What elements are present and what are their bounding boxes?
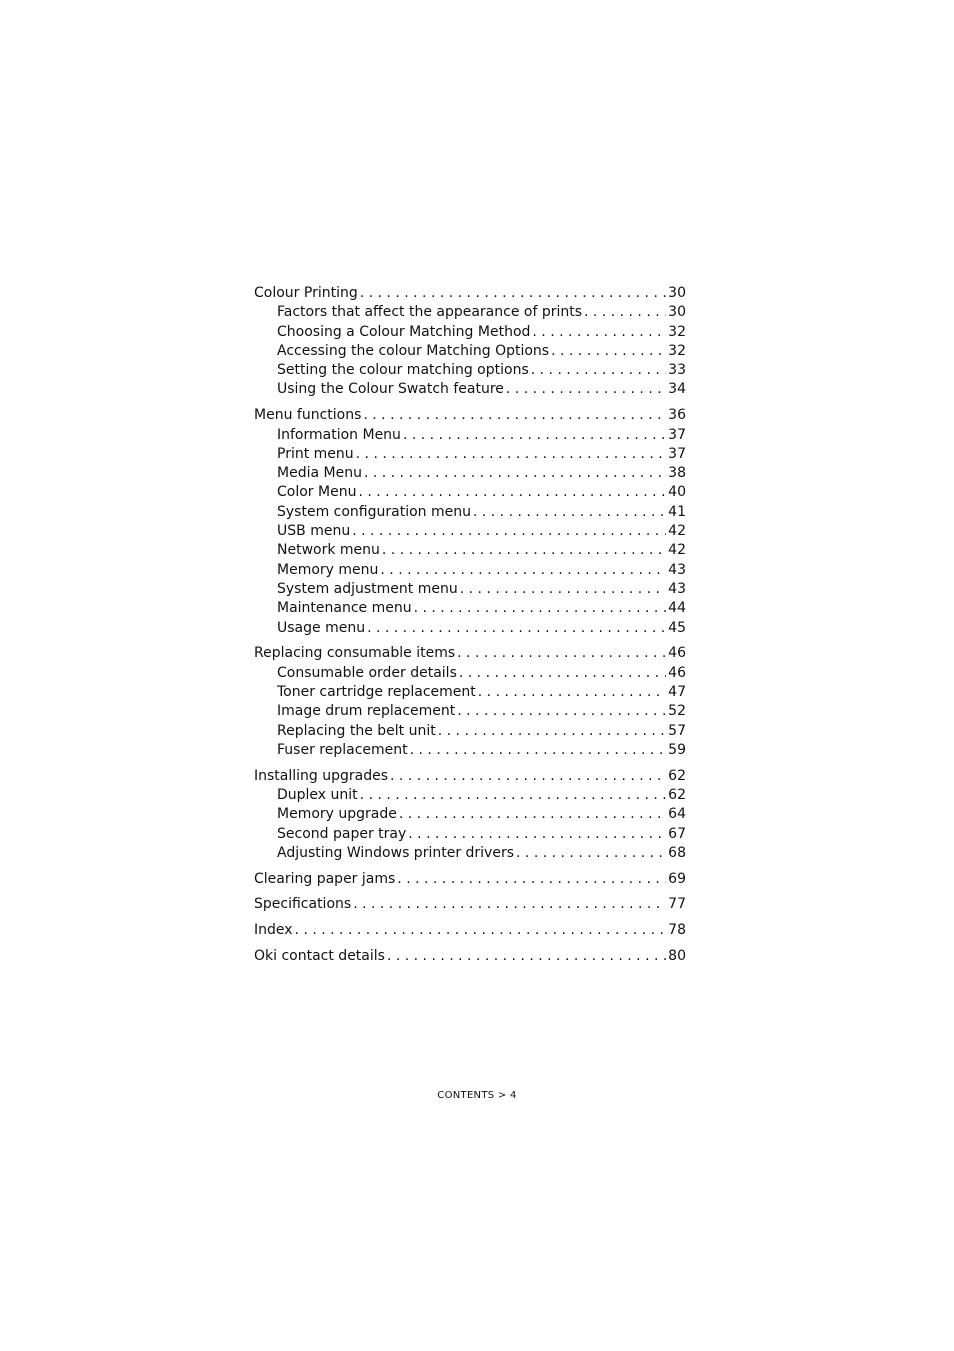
toc-entry-page-number: 30 [668, 304, 686, 321]
toc-entry-page-number: 69 [668, 870, 686, 887]
toc-entry-title: Installing upgrades [254, 767, 389, 784]
toc-section [254, 644, 686, 760]
dot-leader [390, 767, 666, 786]
toc-subentry[interactable] [254, 741, 686, 760]
toc-subentry[interactable] [254, 361, 686, 380]
toc-subentry[interactable] [254, 786, 686, 805]
toc-entry-page-number: 42 [668, 542, 686, 559]
toc-entry-page-number: 68 [668, 844, 686, 861]
dot-leader [457, 644, 666, 663]
toc-entry-page-number: 47 [668, 683, 686, 700]
toc-entry[interactable] [254, 406, 686, 425]
toc-entry-page-number: 62 [668, 786, 686, 803]
dot-leader [367, 619, 666, 638]
toc-entry-page-number: 43 [668, 561, 686, 578]
toc-entry-title: System configuration menu [277, 503, 471, 520]
toc-entry-page-number: 44 [668, 600, 686, 617]
dot-leader [408, 825, 666, 844]
dot-leader [516, 844, 666, 863]
dot-leader [459, 664, 666, 683]
toc-entry-page-number: 43 [668, 580, 686, 597]
toc-entry[interactable] [254, 870, 686, 889]
toc-entry-page-number: 36 [668, 407, 686, 424]
toc-entry-title: Image drum replacement [277, 703, 456, 720]
toc-entry-page-number: 57 [668, 722, 686, 739]
toc-entry-page-number: 78 [668, 922, 686, 939]
toc-entry-page-number: 80 [668, 948, 686, 964]
toc-entry-page-number: 64 [668, 806, 686, 823]
toc-entry-title: Choosing a Colour Matching Method [277, 323, 531, 340]
toc-entry-title: Specifications [254, 896, 352, 913]
toc-entry-page-number: 67 [668, 825, 686, 842]
toc-subentry[interactable] [254, 323, 686, 342]
dot-leader [457, 702, 666, 721]
toc-entry-page-number: 59 [668, 741, 686, 758]
toc-entry-title: Toner cartridge replacement [277, 683, 476, 700]
toc-subentry[interactable] [254, 380, 686, 399]
toc-subentry[interactable] [254, 619, 686, 638]
toc-entry-page-number: 37 [668, 445, 686, 462]
toc-subentry[interactable] [254, 683, 686, 702]
toc-entry-title: Oki contact details [254, 948, 385, 964]
toc-section [254, 895, 686, 914]
toc-entry-page-number: 32 [668, 323, 686, 340]
toc-entry-page-number: 34 [668, 381, 686, 398]
toc-entry-page-number: 37 [668, 426, 686, 443]
toc-section [254, 767, 686, 863]
dot-leader [382, 541, 666, 560]
toc-section [254, 921, 686, 940]
toc-entry-title: Using the Colour Swatch feature [277, 381, 504, 398]
toc-entry-page-number: 46 [668, 664, 686, 681]
dot-leader [352, 522, 666, 541]
toc-entry-page-number: 41 [668, 503, 686, 520]
toc-entry-page-number: 62 [668, 767, 686, 784]
dot-leader [353, 895, 666, 914]
toc-subentry[interactable] [254, 464, 686, 483]
toc-entry-title: Memory upgrade [277, 806, 397, 823]
dot-leader [360, 786, 667, 805]
dot-leader [399, 805, 666, 824]
toc-entry-title: Adjusting Windows printer drivers [277, 844, 515, 861]
dot-leader [360, 284, 666, 303]
toc-entry-title: Duplex unit [277, 786, 358, 803]
toc-entry[interactable] [254, 644, 686, 663]
dot-leader [380, 561, 666, 580]
toc-entry-title: Maintenance menu [277, 600, 412, 617]
toc-entry[interactable] [254, 767, 686, 786]
toc-entry-page-number: 52 [668, 703, 686, 720]
toc-subentry[interactable] [254, 445, 686, 464]
dot-leader [584, 303, 666, 322]
toc-subentry[interactable] [254, 702, 686, 721]
toc-entry[interactable] [254, 284, 686, 303]
toc-entry-page-number: 40 [668, 484, 686, 501]
dot-leader [358, 483, 666, 502]
toc-entry-title: Index [254, 922, 293, 939]
toc-entry-title: Memory menu [277, 561, 379, 578]
table-of-contents [254, 284, 686, 973]
toc-section [254, 947, 686, 966]
toc-entry-title: Colour Printing [254, 285, 358, 301]
toc-entry-title: Media Menu [277, 465, 362, 482]
dot-leader [532, 323, 666, 342]
dot-leader [478, 683, 666, 702]
dot-leader [356, 445, 667, 464]
toc-subentry[interactable] [254, 561, 686, 580]
toc-entry[interactable] [254, 895, 686, 914]
toc-entry-page-number: 45 [668, 619, 686, 636]
toc-subentry[interactable] [254, 664, 686, 683]
toc-entry-title: Print menu [277, 445, 354, 462]
toc-entry-title: USB menu [277, 523, 351, 540]
toc-entry-page-number: 77 [668, 896, 686, 913]
toc-subentry[interactable] [254, 599, 686, 618]
toc-subentry[interactable] [254, 522, 686, 541]
toc-entry-title: Factors that affect the appearance of prints [277, 304, 583, 321]
dot-leader [403, 426, 666, 445]
dot-leader [387, 947, 666, 966]
toc-entry-title: Replacing the belt unit [277, 722, 436, 739]
toc-entry-title: Replacing consumable items [254, 645, 456, 662]
toc-subentry[interactable] [254, 426, 686, 445]
toc-section [254, 406, 686, 638]
toc-entry-title: Network menu [277, 542, 380, 559]
toc-entry-title: Usage menu [277, 619, 366, 636]
toc-subentry[interactable] [254, 541, 686, 560]
toc-entry-title: Information Menu [277, 426, 401, 443]
toc-entry-page-number: 30 [668, 285, 686, 301]
dot-leader [414, 599, 667, 618]
dot-leader [438, 722, 666, 741]
toc-entry-title: Setting the colour matching options [277, 362, 529, 379]
toc-section [254, 870, 686, 889]
toc-entry-title: Menu functions [254, 407, 362, 424]
toc-subentry[interactable] [254, 844, 686, 863]
toc-subentry[interactable] [254, 303, 686, 322]
toc-entry-title: Accessing the colour Matching Options [277, 342, 550, 359]
dot-leader [531, 361, 666, 380]
toc-entry[interactable] [254, 921, 686, 940]
dot-leader [410, 741, 667, 760]
toc-entry-title: Second paper tray [277, 825, 407, 842]
toc-entry-page-number: 32 [668, 342, 686, 359]
page-footer: CONTENTS > 4 [437, 1090, 517, 1101]
toc-entry-title: Consumable order details [277, 664, 457, 681]
toc-entry-page-number: 46 [668, 645, 686, 662]
toc-subentry[interactable] [254, 342, 686, 361]
toc-entry-page-number: 42 [668, 523, 686, 540]
dot-leader [460, 580, 666, 599]
dot-leader [397, 870, 666, 889]
toc-section [254, 284, 686, 400]
toc-subentry[interactable] [254, 503, 686, 522]
dot-leader [506, 380, 666, 399]
toc-subentry[interactable] [254, 805, 686, 824]
toc-entry[interactable] [254, 947, 686, 966]
dot-leader [473, 503, 666, 522]
toc-entry-page-number: 33 [668, 362, 686, 379]
dot-leader [551, 342, 666, 361]
toc-subentry[interactable] [254, 825, 686, 844]
toc-entry-title: System adjustment menu [277, 580, 458, 597]
toc-subentry[interactable] [254, 722, 686, 741]
toc-entry-title: Fuser replacement [277, 741, 408, 758]
toc-entry-page-number: 38 [668, 465, 686, 482]
dot-leader [363, 406, 666, 425]
toc-subentry[interactable] [254, 580, 686, 599]
toc-entry-title: Clearing paper jams [254, 870, 396, 887]
dot-leader [295, 921, 667, 940]
dot-leader [364, 464, 666, 483]
toc-entry-title: Color Menu [277, 484, 357, 501]
toc-subentry[interactable] [254, 483, 686, 502]
